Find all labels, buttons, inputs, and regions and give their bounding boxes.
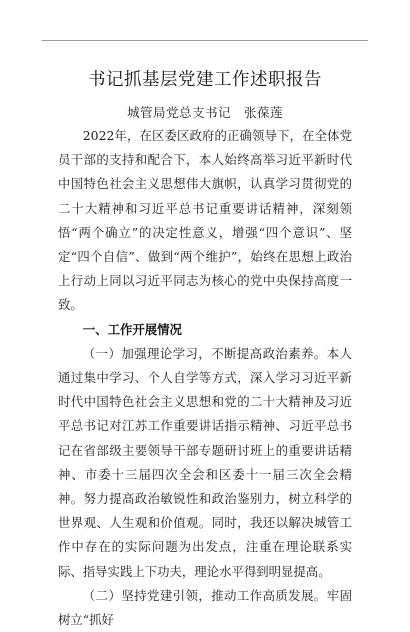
header-rule [42, 40, 368, 41]
author-line: 城管局党总支书记 张葆莲 [127, 105, 283, 120]
document-title: 书记抓基层党建工作述职报告 [88, 70, 322, 90]
intro-paragraph: 2022年，在区委区政府的正确领导下，在全体党员干部的支持和配合下，本人始终高举习近平新时代中国特色社会主义思想伟大旗帜，认真学习贯彻党的二十大精神和习近平总书记重要讲话精神，深刻领悟“两个确立”的决定性意义，增强“四个意识”、坚定“四个自信”、做到“两个维护”，始终在思想上政治上行动上同以习近平同志为核心的党中央保持高度一致。 [58, 128, 352, 313]
section-heading: 一、工作开展情况 [82, 321, 182, 337]
section-paragraph-2: （二）坚持党建引领，推动工作高质发展。牢固树立“抓好 [58, 587, 352, 628]
section-paragraph-1: （一）加强理论学习，不断提高政治素养。本人通过集中学习、个人自学等方式，深入学习习近平新时代中国特色社会主义思想和党的二十大精神及习近平总书记对江苏工作重要讲话指示精神、习近平总书记在省部级主要领导干部专题研讨班上的重要讲话精神、市委十三届四次全会和区委十一届三次全会精神。努力提高政治敏锐性和政治鉴别力，树立科学的世界观、人生观和价值观。同时，我还以解决城管工作中存在的实际问题为出发点，注重在理论联系实际、指导实践上下功夫，理论水平得到明显提高。 [58, 345, 352, 579]
document-body [58, 124, 352, 632]
